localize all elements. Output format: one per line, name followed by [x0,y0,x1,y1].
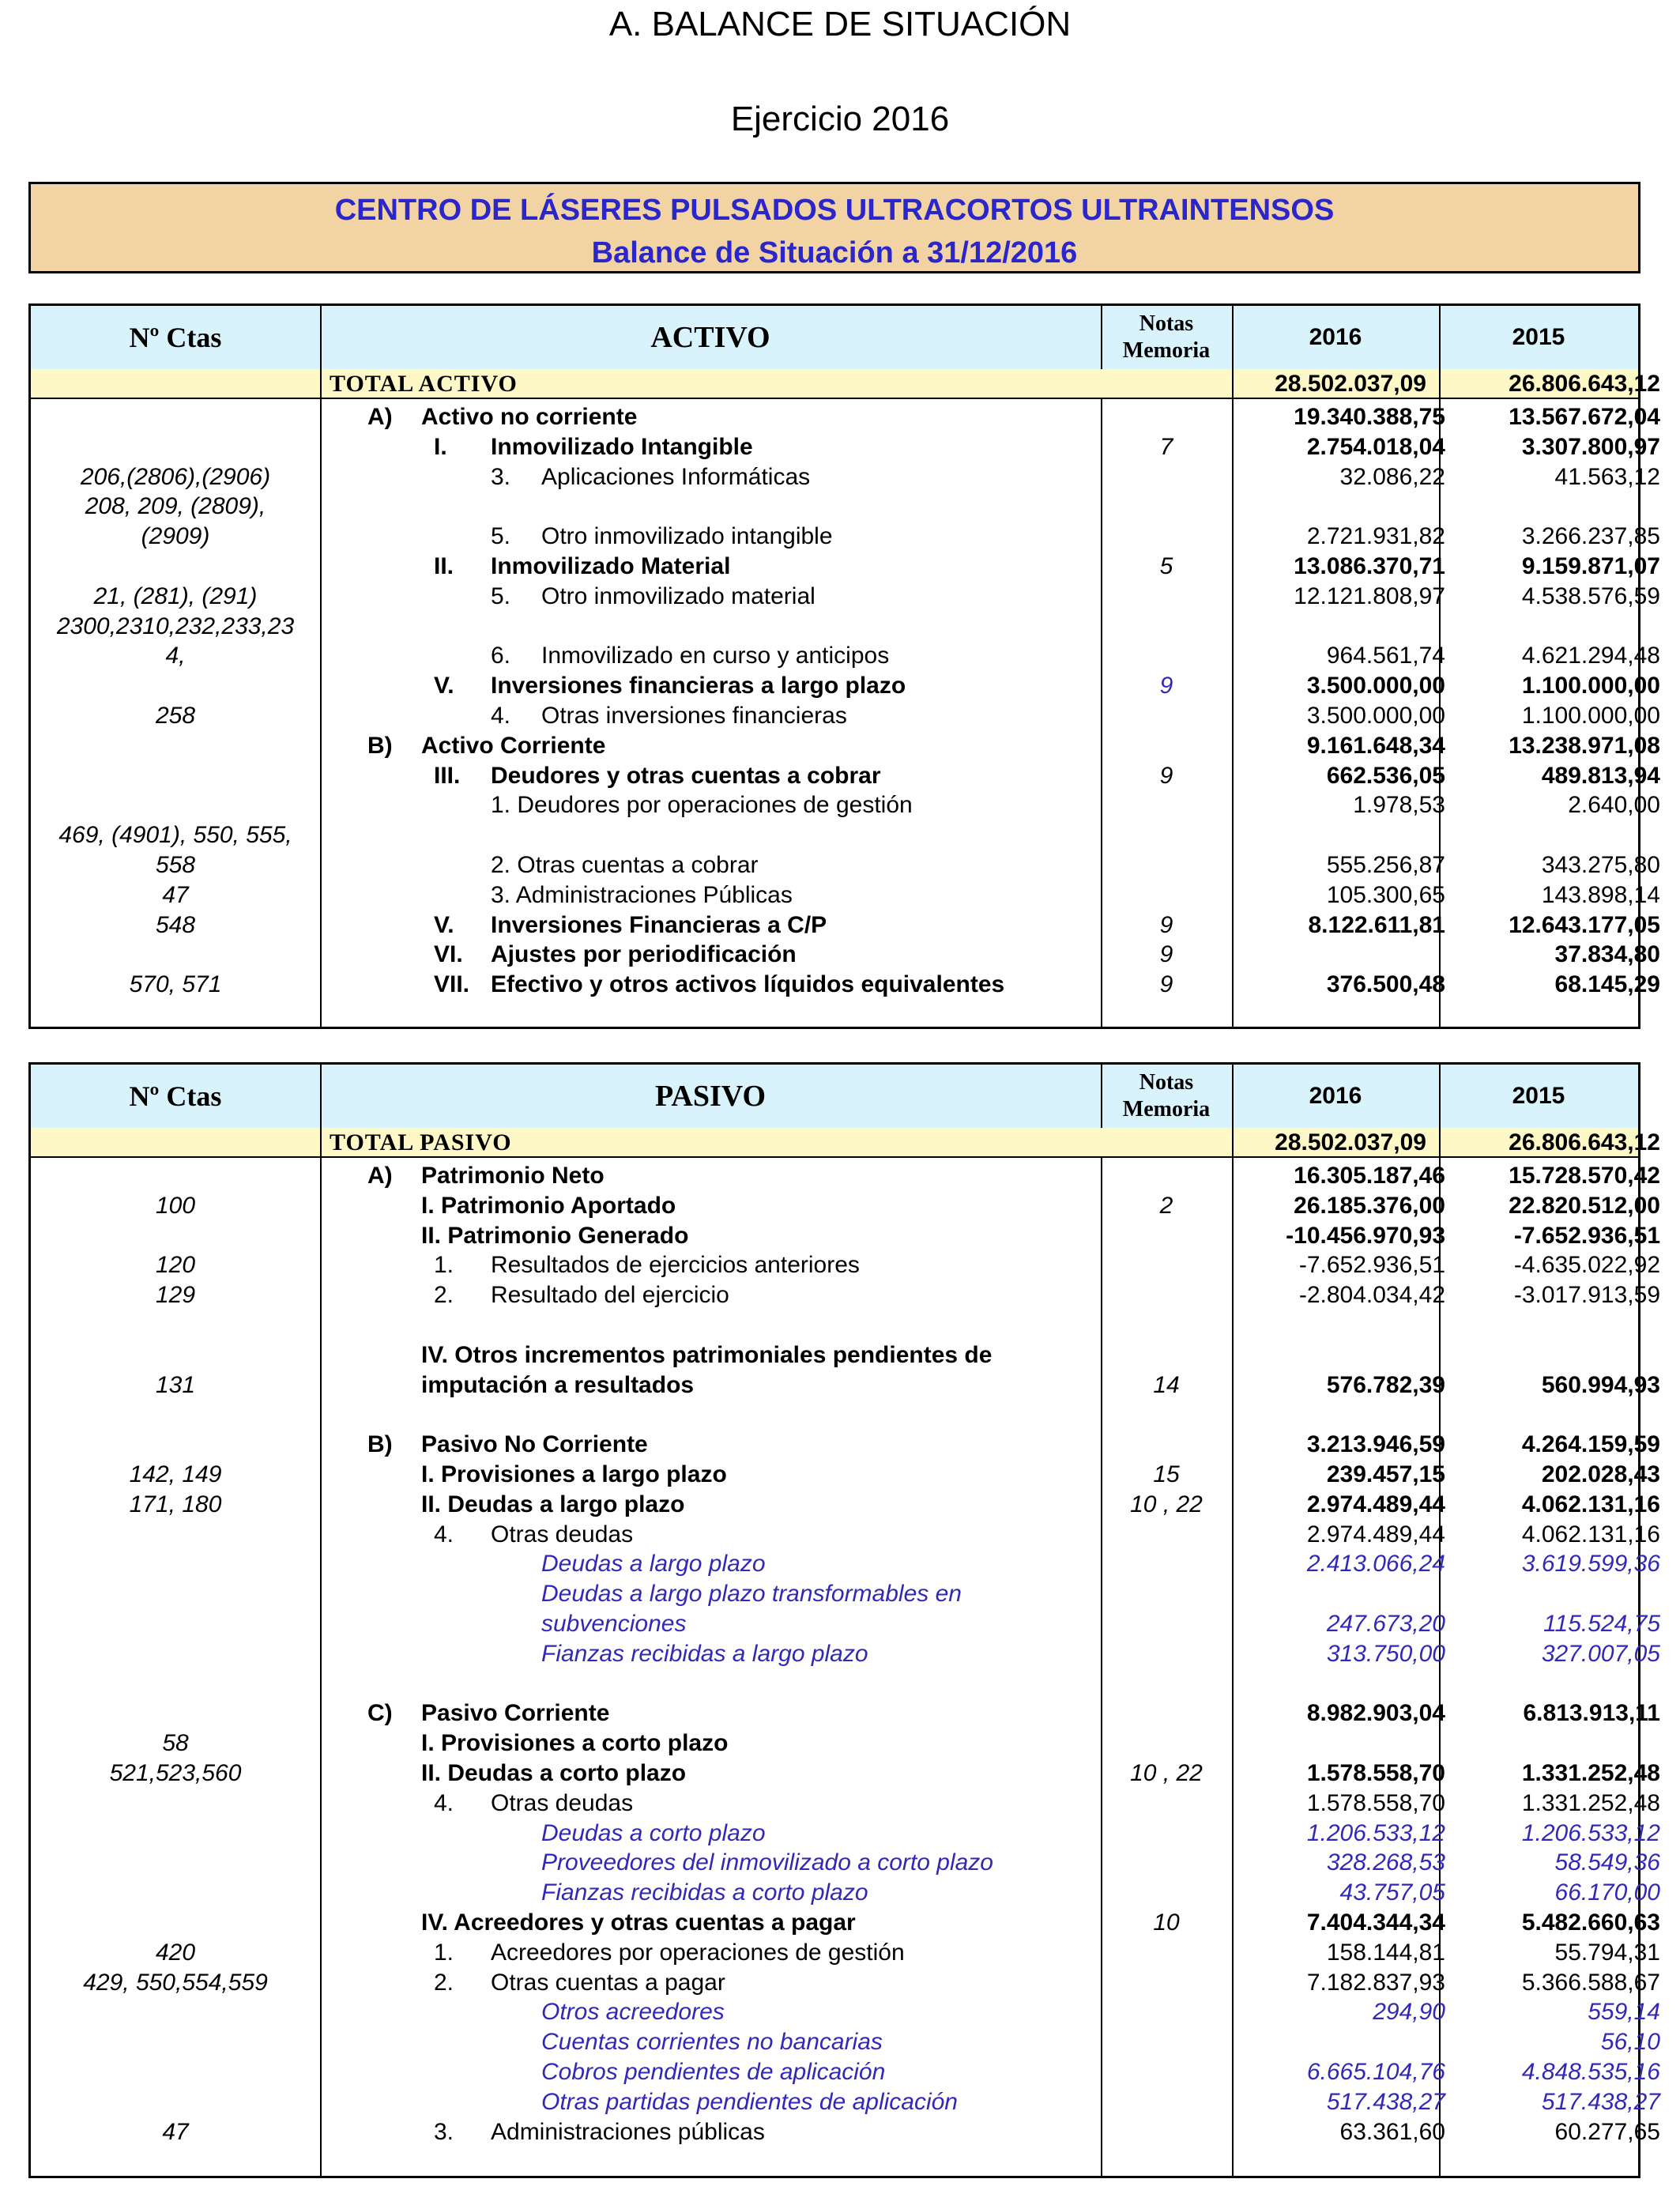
account-numbers: 4, [165,643,186,669]
value-2015: 4.848.535,16 [1521,2059,1660,2085]
notes-reference: 10 , 22 [1130,1491,1203,1517]
table-row [31,432,1660,462]
row-marker: 3. [434,2118,454,2145]
header-notes-line2: Memoria [1122,1097,1211,1122]
row-label: 3. Administraciones Públicas [491,881,793,908]
value-2016: 1.578.558,70 [1306,1789,1445,1816]
balance-date-title: Balance de Situación a 31/12/2016 [591,236,1078,270]
header-year-2016: 2016 [1232,1065,1441,1128]
total-activo-2016: 28.502.037,09 [1275,371,1426,397]
row-marker: 4. [491,703,511,729]
row-label: Pasivo No Corriente [421,1431,648,1458]
row-label: Deudas a corto plazo [541,1819,766,1846]
row-label: Inmovilizado Intangible [491,433,753,460]
value-2015: 6.813.913,11 [1523,1700,1660,1727]
table-row [31,1520,1660,1550]
value-2015: 9.159.871,07 [1521,553,1660,579]
table-row [31,880,1660,910]
value-2016: 3.213.946,59 [1306,1431,1445,1458]
value-2015: 12.643.177,05 [1509,911,1660,938]
value-2015: 517.438,27 [1541,2088,1660,2115]
table-row [31,1310,1638,1340]
table-row [31,1997,1660,2027]
table-row [31,1340,1638,1370]
header-pasivo-title: PASIVO [320,1065,1102,1128]
value-2015: 41.563,12 [1554,463,1660,490]
table-row [31,2117,1660,2147]
header-account-numbers: Nº Ctas [31,306,322,369]
header-account-numbers: Nº Ctas [31,1065,322,1128]
activo-table [28,303,1660,1029]
account-numbers: 429, 550,554,559 [83,1969,268,1996]
table-row [31,790,1660,820]
row-marker: 6. [491,643,511,669]
account-numbers: 120 [155,1252,196,1279]
value-2016: 8.982.903,04 [1306,1700,1445,1727]
table-row [31,402,1660,432]
table-row [31,761,1660,791]
table-row [31,731,1660,761]
table-row [31,1669,1638,1699]
value-2015: 4.264.159,59 [1521,1431,1660,1458]
value-2016: 1.206.533,12 [1306,1819,1445,1846]
notes-reference: 9 [1159,971,1173,998]
table-row [31,2087,1660,2117]
value-2016: 313.750,00 [1326,1640,1445,1667]
entity-banner [28,182,1640,273]
table-row [31,940,1660,970]
table-row [31,1490,1660,1520]
notes-reference: 15 [1153,1461,1180,1487]
value-2015: 3.307.800,97 [1521,433,1660,460]
entity-name: CENTRO DE LÁSERES PULSADOS ULTRACORTOS ULTRAINTENSOS [334,194,1335,227]
total-activo-label: TOTAL ACTIVO [330,371,518,397]
value-2015: 15.728.570,42 [1509,1163,1660,1189]
row-marker: 5. [491,523,511,550]
value-2016: 1.578.558,70 [1306,1760,1445,1786]
table-row [31,1878,1660,1908]
value-2016: 19.340.388,75 [1294,404,1445,430]
header-notes-line2: Memoria [1122,338,1211,363]
row-marker: 5. [491,582,511,609]
activo-header [31,306,1638,371]
value-2015: 4.062.131,16 [1521,1521,1660,1547]
notes-reference: 2 [1159,1192,1173,1219]
value-2016: 294,90 [1373,1999,1445,2026]
value-2016: 662.536,05 [1326,762,1445,789]
value-2015: 56,10 [1600,2029,1660,2056]
row-marker: 4. [434,1521,454,1547]
row-label: Otro inmovilizado intangible [541,523,833,550]
value-2016: 7.182.837,93 [1306,1969,1445,1996]
row-label: II. Deudas a largo plazo [421,1491,685,1517]
account-numbers: 420 [155,1939,196,1966]
row-marker: B) [367,1431,393,1458]
row-label: Acreedores por operaciones de gestión [491,1939,905,1966]
notes-reference: 10 , 22 [1130,1760,1203,1786]
table-row [31,671,1660,701]
value-2015: 3.619.599,36 [1521,1551,1660,1578]
row-label: 2. Otras cuentas a cobrar [491,852,759,878]
row-label: Inmovilizado Material [491,553,731,579]
value-2016: 16.305.187,46 [1294,1163,1445,1189]
table-row [31,1579,1638,1609]
total-pasivo-2015: 26.806.643,12 [1509,1129,1660,1155]
pasivo-table [28,1062,1660,2178]
row-label: Aplicaciones Informáticas [541,463,811,490]
account-numbers: 129 [155,1282,196,1309]
table-row [31,1370,1660,1400]
fiscal-year-heading: Ejercicio 2016 [730,100,950,138]
value-2015: 22.820.512,00 [1509,1192,1660,1219]
notes-reference: 5 [1159,553,1173,579]
row-marker: V. [434,911,454,938]
value-2016: 2.754.018,04 [1306,433,1445,460]
value-2016: 964.561,74 [1326,643,1445,669]
row-label: II. Patrimonio Generado [421,1222,689,1249]
table-row [31,1639,1660,1669]
account-numbers: 208, 209, (2809), [85,493,266,520]
value-2016: 6.665.104,76 [1306,2059,1445,2085]
total-pasivo-label: TOTAL PASIVO [330,1129,512,1155]
value-2015: 1.331.252,48 [1521,1789,1660,1816]
table-row [31,1698,1660,1728]
header-year-2016: 2016 [1232,306,1441,369]
row-label: Inversiones Financieras a C/P [491,911,827,938]
notes-reference: 10 [1153,1909,1180,1936]
account-numbers: 2300,2310,232,233,23 [56,613,295,639]
value-2015: 4.621.294,48 [1521,643,1660,669]
row-label: 1. Deudores por operaciones de gestión [491,792,913,819]
value-2016: 43.757,05 [1339,1879,1445,1906]
row-label: Deudas a largo plazo [541,1551,766,1578]
row-label: Inversiones financieras a largo plazo [491,673,906,699]
account-numbers: 558 [155,852,196,878]
table-row [31,1250,1660,1280]
table-row [31,910,1660,941]
table-row [31,1968,1660,1998]
row-marker: 2. [434,1969,454,1996]
row-label: Deudores y otras cuentas a cobrar [491,762,881,789]
value-2016: 328.268,53 [1326,1849,1445,1876]
row-label: Otro inmovilizado material [541,582,816,609]
value-2016: 555.256,87 [1326,852,1445,878]
table-row [31,462,1660,492]
value-2016: 2.974.489,44 [1306,1521,1445,1547]
value-2015: 60.277,65 [1554,2118,1660,2145]
value-2016: 2.974.489,44 [1306,1491,1445,1517]
row-label: I. Provisiones a corto plazo [421,1730,729,1757]
value-2016: 239.457,15 [1326,1461,1445,1487]
notes-reference: 7 [1159,433,1173,460]
row-label: II. Deudas a corto plazo [421,1760,687,1786]
notes-reference: 9 [1159,762,1173,789]
table-row [31,1460,1660,1490]
row-marker: 1. [434,1252,454,1279]
value-2015: 1.331.252,48 [1521,1760,1660,1786]
row-label: IV. Acreedores y otras cuentas a pagar [421,1909,856,1936]
row-marker: A) [367,404,393,430]
table-row [31,1161,1660,1191]
table-row [31,1221,1660,1251]
value-2015: 202.028,43 [1541,1461,1660,1487]
row-label: I. Patrimonio Aportado [421,1192,676,1219]
value-2015: 66.170,00 [1554,1879,1660,1906]
table-row [31,492,1638,522]
account-numbers: 521,523,560 [109,1760,242,1786]
header-activo-title: ACTIVO [320,306,1102,369]
value-2015: 13.567.672,04 [1509,404,1660,430]
row-label: Cuentas corrientes no bancarias [541,2029,883,2056]
row-label: Otras deudas [491,1789,634,1816]
row-label: Activo Corriente [421,732,606,759]
table-row [31,850,1660,880]
row-marker: B) [367,732,393,759]
row-label: Cobros pendientes de aplicación [541,2059,886,2085]
account-numbers: 171, 180 [129,1491,222,1517]
table-row [31,1728,1638,1759]
row-label: Deudas a largo plazo transformables en [541,1581,962,1608]
value-2016: 105.300,65 [1326,881,1445,908]
row-label: Patrimonio Neto [421,1163,605,1189]
table-row [31,2027,1660,2057]
row-label: Otras cuentas a pagar [491,1969,725,1996]
table-row [31,820,1638,850]
value-2016: 12.121.808,97 [1294,582,1445,609]
row-label: Otras deudas [491,1521,634,1547]
row-marker: 3. [491,463,511,490]
row-marker: 2. [434,1282,454,1309]
value-2015: 5.366.588,67 [1521,1969,1660,1996]
value-2015: 343.275,80 [1541,852,1660,878]
value-2015: 1.100.000,00 [1521,673,1660,699]
value-2015: -4.635.022,92 [1513,1252,1660,1279]
table-row [31,522,1660,552]
row-label: Resultados de ejercicios anteriores [491,1252,860,1279]
account-numbers: (2909) [141,523,210,550]
value-2016: 9.161.648,34 [1306,732,1445,759]
row-marker: II. [434,553,454,579]
total-pasivo-row [31,1128,1660,1158]
value-2016: 63.361,60 [1339,2118,1445,2145]
value-2015: 2.640,00 [1568,792,1660,819]
header-notes [1101,1065,1234,1128]
row-marker: A) [367,1163,393,1189]
value-2016: 2.721.931,82 [1306,523,1445,550]
row-label: Fianzas recibidas a largo plazo [541,1640,868,1667]
value-2015: 560.994,93 [1541,1371,1660,1398]
row-label: subvenciones [541,1611,687,1637]
account-numbers: 142, 149 [129,1461,222,1487]
table-row [31,1789,1660,1819]
row-label: Resultado del ejercicio [491,1282,729,1309]
value-2015: 55.794,31 [1554,1939,1660,1966]
row-label: Fianzas recibidas a corto plazo [541,1879,868,1906]
total-activo-row [31,369,1660,399]
notes-reference: 14 [1153,1371,1180,1398]
value-2016: 7.404.344,34 [1306,1909,1445,1936]
row-marker: 1. [434,1939,454,1966]
value-2016: -10.456.970,93 [1286,1222,1445,1249]
table-row [31,970,1660,1000]
account-numbers: 206,(2806),(2906) [80,463,271,490]
table-row [31,1609,1660,1639]
value-2016: 1.978,53 [1353,792,1445,819]
value-2016: -7.652.936,51 [1298,1252,1445,1279]
account-numbers: 469, (4901), 550, 555, [58,822,292,849]
row-label: Proveedores del inmovilizado a corto plazo [541,1849,993,1876]
value-2016: 3.500.000,00 [1306,703,1445,729]
notes-reference: 9 [1159,673,1173,699]
value-2016: 158.144,81 [1326,1939,1445,1966]
value-2015: 37.834,80 [1554,941,1660,968]
row-marker: V. [434,673,454,699]
header-notes-line1: Notas [1139,1070,1194,1095]
value-2015: 4.062.131,16 [1521,1491,1660,1517]
value-2015: 3.266.237,85 [1521,523,1660,550]
account-numbers: 570, 571 [129,971,222,998]
value-2015: 327.007,05 [1541,1640,1660,1667]
table-row [31,2057,1660,2087]
table-row [31,1400,1638,1430]
row-label: Efectivo y otros activos líquidos equivalentes [491,971,1005,998]
row-label: Ajustes por periodificación [491,941,797,968]
table-row [31,582,1660,612]
notes-reference: 9 [1159,941,1173,968]
row-label: Inmovilizado en curso y anticipos [541,643,890,669]
value-2016: 13.086.370,71 [1294,553,1445,579]
header-year-2015: 2015 [1512,1083,1565,1109]
account-numbers: 47 [162,2118,189,2145]
value-2016: 2.413.066,24 [1306,1551,1445,1578]
row-label: Otras inversiones financieras [541,703,847,729]
total-pasivo-2016: 28.502.037,09 [1275,1129,1426,1155]
value-2015: 68.145,29 [1554,971,1660,998]
account-numbers: 47 [162,881,189,908]
row-label: IV. Otros incrementos patrimoniales pendientes de [421,1341,993,1368]
row-label: imputación a resultados [421,1371,695,1398]
row-label: Otras partidas pendientes de aplicación [541,2088,958,2115]
header-notes [1101,306,1234,369]
row-label: I. Provisiones a largo plazo [421,1461,727,1487]
table-row [31,552,1660,582]
row-label: Administraciones públicas [491,2118,765,2145]
value-2015: 5.482.660,63 [1521,1909,1660,1936]
table-row [31,1430,1660,1460]
account-numbers: 131 [155,1371,196,1398]
pasivo-header [31,1065,1638,1129]
value-2016: 8.122.611,81 [1308,911,1445,938]
table-row [31,1280,1660,1310]
account-numbers: 58 [162,1730,189,1757]
table-row [31,1938,1660,1968]
account-numbers: 100 [155,1192,196,1219]
row-marker: III. [434,762,461,789]
value-2016: 32.086,22 [1339,463,1445,490]
value-2016: 26.185.376,00 [1294,1192,1445,1219]
value-2016: 376.500,48 [1326,971,1445,998]
row-marker: I. [434,433,447,460]
value-2015: 58.549,36 [1554,1849,1660,1876]
value-2015: -7.652.936,51 [1513,1222,1660,1249]
value-2016: 3.500.000,00 [1306,673,1445,699]
value-2016: 576.782,39 [1326,1371,1445,1398]
value-2016: 247.673,20 [1326,1611,1445,1637]
value-2015: 143.898,14 [1541,881,1660,908]
value-2015: 13.238.971,08 [1509,732,1660,759]
value-2015: 4.538.576,59 [1521,582,1660,609]
document-heading: A. BALANCE DE SITUACIÓN [608,5,1072,43]
header-year-2015: 2015 [1512,324,1565,350]
row-label: Activo no corriente [421,404,638,430]
table-row [31,641,1660,671]
row-marker: VI. [434,941,463,968]
table-row [31,612,1638,642]
row-label: Otros acreedores [541,1999,725,2026]
row-label: Pasivo Corriente [421,1700,610,1727]
value-2016: -2.804.034,42 [1298,1282,1445,1309]
table-row [31,1759,1660,1789]
value-2015: 1.100.000,00 [1521,703,1660,729]
value-2015: -3.017.913,59 [1513,1282,1660,1309]
table-row [31,1819,1660,1849]
value-2015: 559,14 [1588,1999,1660,2026]
table-row [31,1908,1660,1938]
account-numbers: 258 [155,703,196,729]
table-row [31,1848,1660,1878]
table-row [31,1549,1660,1579]
value-2015: 489.813,94 [1541,762,1660,789]
header-notes-line1: Notas [1139,311,1194,336]
account-numbers: 548 [155,911,196,938]
row-marker: VII. [434,971,470,998]
row-marker: 4. [434,1789,454,1816]
table-row [31,1191,1660,1221]
account-numbers: 21, (281), (291) [93,582,258,609]
total-activo-2015: 26.806.643,12 [1509,371,1660,397]
notes-reference: 9 [1159,911,1173,938]
row-marker: C) [367,1700,393,1727]
value-2016: 517.438,27 [1326,2088,1445,2115]
value-2015: 1.206.533,12 [1521,1819,1660,1846]
value-2015: 115.524,75 [1543,1611,1660,1637]
table-row [31,701,1660,731]
